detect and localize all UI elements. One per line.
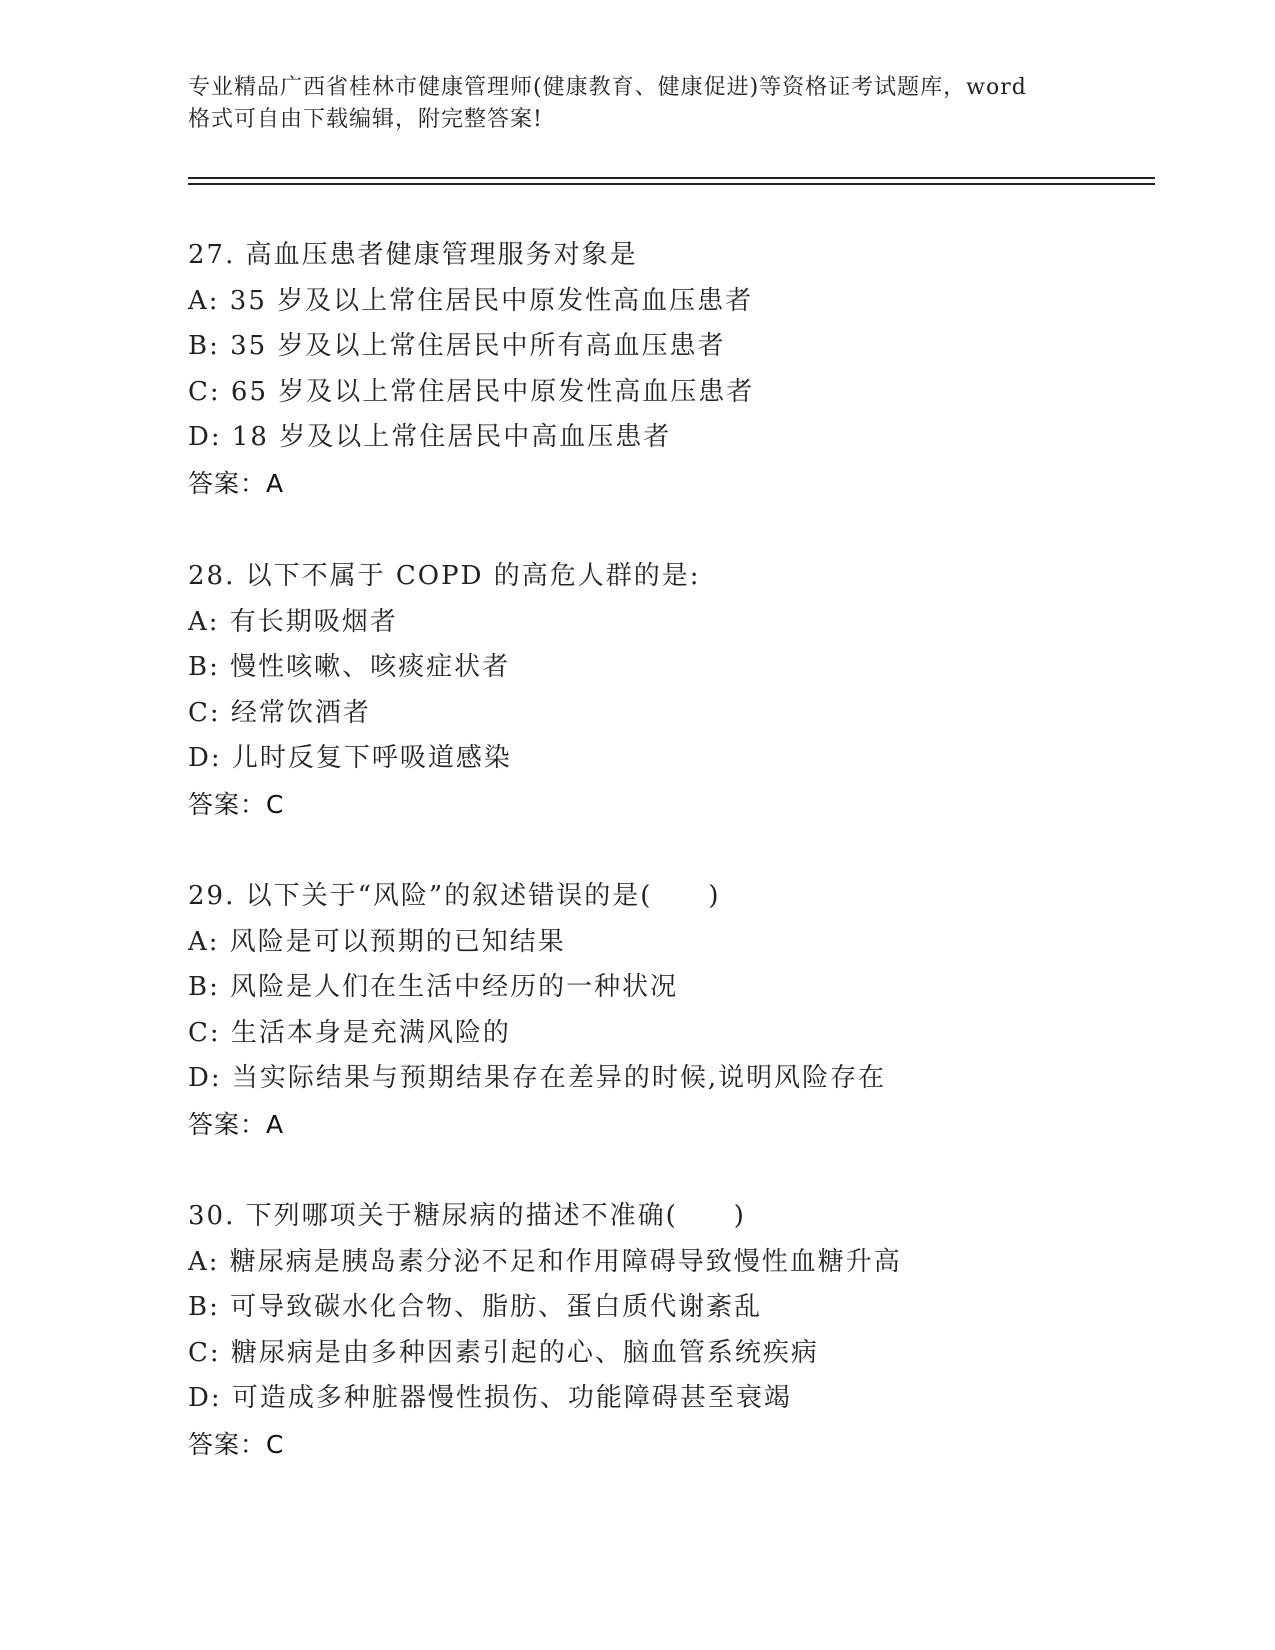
question-28 — [188, 554, 1148, 828]
answer-text: 答案：C — [188, 789, 285, 819]
question-27 — [188, 233, 1148, 507]
question-29 — [188, 874, 1148, 1148]
question-stem: 29. 以下关于“风险”的叙述错误的是( ) — [188, 881, 721, 911]
answer-text: 答案：C — [188, 1429, 285, 1459]
option-a: A: 有长期吸烟者 — [188, 606, 398, 637]
header-line-2: 格式可自由下载编辑，附完整答案! — [188, 107, 543, 132]
option-d: D: 18 岁及以上常住居民中高血压患者 — [188, 422, 672, 453]
option-a: A: 35 岁及以上常住居民中原发性高血压患者 — [188, 285, 754, 316]
question-30 — [188, 1194, 1148, 1468]
option-b: B: 风险是人们在生活中经历的一种状况 — [188, 972, 679, 1003]
option-b: B: 可导致碳水化合物、脂肪、蛋白质代谢紊乱 — [188, 1292, 763, 1323]
option-c: C: 经常饮酒者 — [188, 697, 371, 728]
question-stem: 30. 下列哪项关于糖尿病的描述不准确( ) — [188, 1201, 746, 1231]
question-stem: 28. 以下不属于 COPD 的高危人群的是: — [188, 561, 701, 591]
answer-text: 答案：A — [188, 1109, 285, 1139]
question-stem: 27. 高血压患者健康管理服务对象是 — [188, 240, 638, 270]
option-c: C: 糖尿病是由多种因素引起的心、脑血管系统疾病 — [188, 1337, 819, 1368]
header-divider-top — [188, 177, 1155, 179]
option-d: D: 儿时反复下呼吸道感染 — [188, 743, 512, 774]
option-c: C: 65 岁及以上常住居民中原发性高血压患者 — [188, 376, 755, 407]
option-d: D: 可造成多种脏器慢性损伤、功能障碍甚至衰竭 — [188, 1383, 792, 1414]
option-a: A: 糖尿病是胰岛素分泌不足和作用障碍导致慢性血糖升高 — [188, 1246, 902, 1277]
option-c: C: 生活本身是充满风险的 — [188, 1017, 511, 1048]
document-header — [188, 72, 1118, 136]
header-line-1: 专业精品广西省桂林市健康管理师(健康教育、健康促进)等资格证考试题库，word — [188, 75, 1027, 100]
answer-text: 答案：A — [188, 468, 285, 498]
option-b: B: 35 岁及以上常住居民中所有高血压患者 — [188, 331, 726, 362]
option-d: D: 当实际结果与预期结果存在差异的时候,说明风险存在 — [188, 1063, 887, 1094]
option-b: B: 慢性咳嗽、咳痰症状者 — [188, 652, 511, 683]
option-a: A: 风险是可以预期的已知结果 — [188, 926, 566, 957]
header-divider-bottom — [188, 183, 1155, 185]
